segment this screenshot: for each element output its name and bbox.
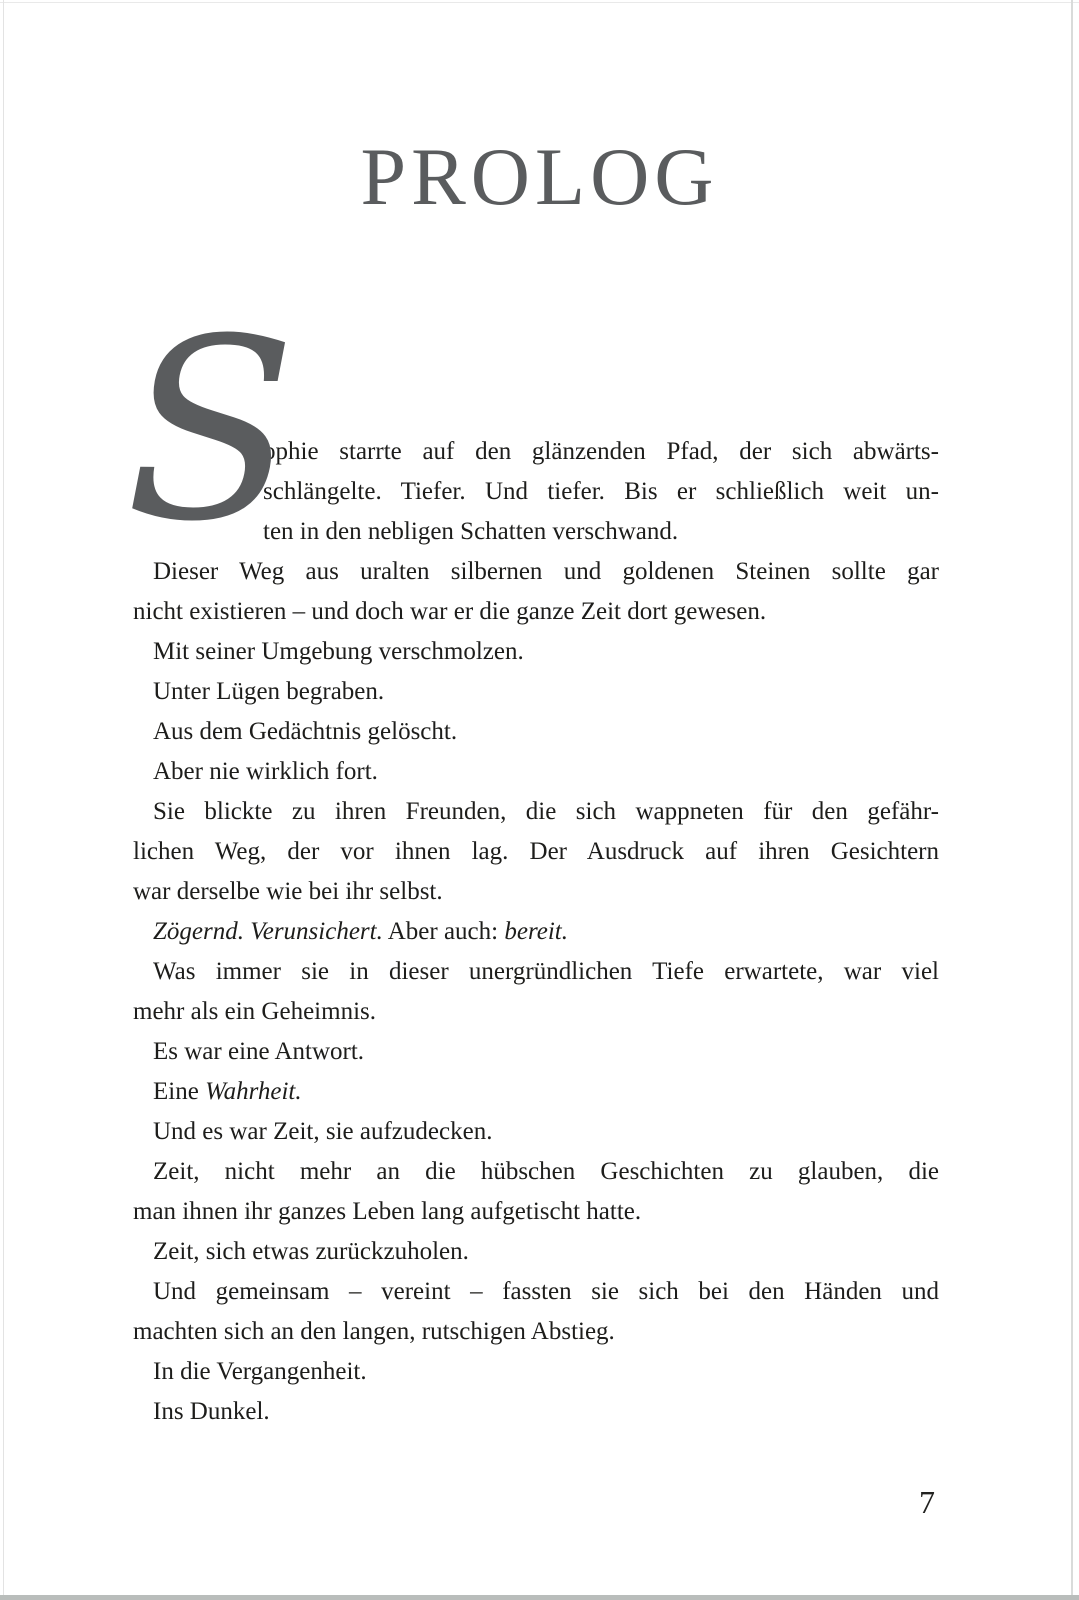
text-segment: Zeit, sich etwas zurückzuholen. — [153, 1238, 469, 1265]
text-segment: war derselbe wie bei ihr selbst. — [133, 878, 443, 905]
text-line — [133, 1312, 939, 1352]
text-segment: lichen Weg, der vor ihnen lag. Der Ausdruck auf ihren Gesichtern — [133, 838, 939, 865]
text-line — [133, 992, 939, 1032]
paragraph — [133, 712, 939, 752]
text-line — [133, 592, 939, 632]
text-segment: Sie blickte zu ihren Freunden, die sich wappneten für den gefähr- — [153, 798, 939, 825]
text-line — [263, 472, 939, 512]
paragraph — [133, 1072, 939, 1112]
text-segment-italic: Wahrheit. — [205, 1078, 302, 1105]
text-segment: Es war eine Antwort. — [153, 1038, 365, 1065]
page-edge-left — [3, 0, 4, 1600]
text-line — [133, 872, 939, 912]
text-line — [133, 1192, 939, 1232]
text-segment: Aber auch: — [382, 918, 505, 945]
paragraph — [133, 1352, 939, 1392]
text-line — [133, 792, 939, 832]
paragraph — [133, 672, 939, 712]
text-segment: mehr als ein Geheimnis. — [133, 998, 376, 1025]
text-line — [133, 1272, 939, 1312]
paragraph — [133, 912, 939, 952]
text-line — [133, 1352, 939, 1392]
text-line — [133, 1392, 939, 1432]
text-line — [133, 832, 939, 872]
text-segment: man ihnen ihr ganzes Leben lang aufgetischt hatte. — [133, 1198, 642, 1225]
text-line — [133, 752, 939, 792]
text-segment: Und gemeinsam – vereint – fassten sie sich bei den Händen und — [153, 1278, 939, 1305]
text-segment: Aber nie wirklich fort. — [153, 758, 378, 785]
paragraph — [133, 1112, 939, 1152]
text-segment: Aus dem Gedächtnis gelöscht. — [153, 718, 458, 745]
page-edge-bottom — [0, 1595, 1079, 1600]
text-line — [133, 1232, 939, 1272]
text-segment: ten in den nebligen Schatten verschwand. — [263, 518, 679, 545]
paragraph — [133, 632, 939, 672]
text-segment: Was immer sie in dieser unergründlichen Tiefe erwartete, war viel — [153, 958, 939, 985]
paragraph — [133, 792, 939, 912]
text-segment: Dieser Weg aus uralten silbernen und goldenen Steinen sollte gar — [153, 558, 939, 585]
page-edge-top — [0, 2, 1079, 3]
text-line — [263, 432, 939, 472]
text-line — [133, 952, 939, 992]
paragraph — [133, 1032, 939, 1072]
text-line — [133, 1112, 939, 1152]
text-segment: Mit seiner Umgebung verschmolzen. — [153, 638, 524, 665]
text-segment-italic: Zögernd. Verunsichert. — [153, 918, 383, 945]
text-segment: schlängelte. Tiefer. Und tiefer. Bis er schließlich weit un- — [263, 478, 939, 505]
chapter-title: PROLOG — [360, 131, 719, 222]
text-segment: nicht existieren – und doch war er die ganze Zeit dort gewesen. — [133, 598, 767, 625]
text-line — [133, 632, 939, 672]
paragraph — [133, 752, 939, 792]
paragraph — [133, 952, 939, 1032]
text-line — [133, 1032, 939, 1072]
page-number: 7 — [919, 1484, 935, 1520]
dropcap-letter: S — [125, 285, 297, 576]
text-line — [133, 712, 939, 752]
text-segment: In die Vergangenheit. — [153, 1358, 367, 1385]
text-line — [133, 1152, 939, 1192]
text-line — [133, 672, 939, 712]
text-segment: ophie starrte auf den glänzenden Pfad, der sich abwärts- — [263, 438, 939, 465]
text-segment: Zeit, nicht mehr an die hübschen Geschichten zu glauben, die — [153, 1158, 939, 1185]
paragraph — [133, 1232, 939, 1272]
text-segment: Ins Dunkel. — [153, 1398, 270, 1425]
text-block — [125, 285, 939, 1432]
text-segment: machten sich an den langen, rutschigen Abstieg. — [133, 1318, 615, 1345]
page-edge-right — [1071, 0, 1073, 1600]
text-segment: Eine — [153, 1078, 206, 1105]
text-segment-italic: bereit. — [504, 918, 568, 945]
paragraph — [133, 1392, 939, 1432]
paragraph — [133, 1152, 939, 1232]
text-line — [133, 1072, 939, 1112]
text-segment: Und es war Zeit, sie aufzudecken. — [153, 1118, 493, 1145]
paragraph — [133, 1272, 939, 1352]
text-line — [133, 912, 939, 952]
text-segment: Unter Lügen begraben. — [153, 678, 385, 705]
text-line — [263, 512, 939, 552]
